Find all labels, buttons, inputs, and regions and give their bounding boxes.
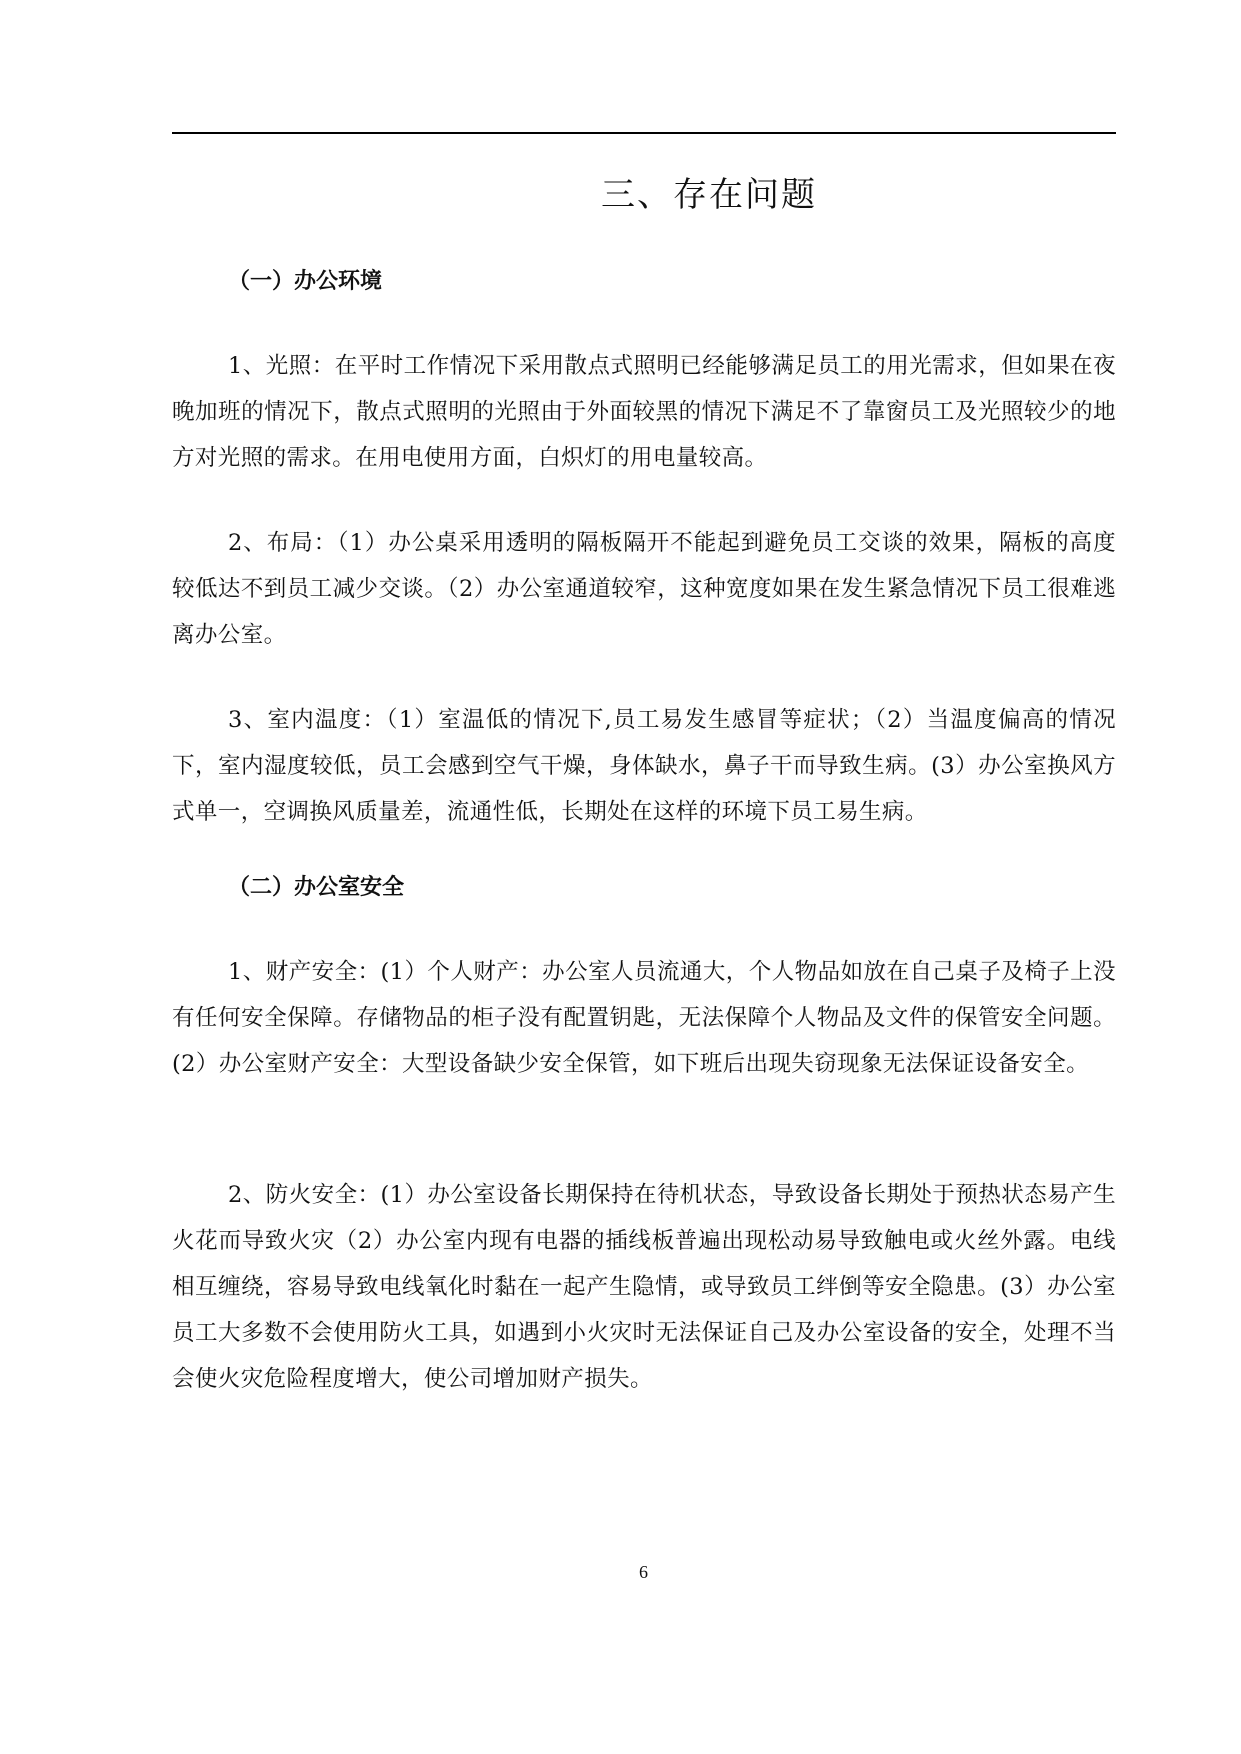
paragraph-property-safety: 1、财产安全：(1）个人财产：办公室人员流通大，个人物品如放在自己桌子及椅子上没有任何安全保障。存储物品的柜子没有配置钥匙，无法保障个人物品及文件的保管安全问题。(2）办公室财产安全：大型设备缺少安全保管，如下班后出现失窃现象无法保证设备安全。 (172, 959, 1116, 1077)
paragraph-layout: 2、布局：（1）办公桌采用透明的隔板隔开不能起到避免员工交谈的效果，隔板的高度较低达不到员工减少交谈。（2）办公室通道较窄，这种宽度如果在发生紧急情况下员工很难逃离办公室。 (172, 530, 1116, 648)
section-heading-office-environment: （一）办公环境 (228, 269, 383, 294)
paragraph-lighting: 1、光照：在平时工作情况下采用散点式照明已经能够满足员工的用光需求，但如果在夜晚加班的情况下，散点式照明的光照由于外面较黑的情况下满足不了靠窗员工及光照较少的地方对光照的需求。在用电使用方面，白炽灯的用电量较高。 (172, 353, 1116, 471)
page-number: 6 (639, 1562, 648, 1582)
page-title: 三、存在问题 (601, 175, 817, 215)
header-rule (172, 132, 1116, 134)
section-heading-office-safety: （二）办公室安全 (228, 875, 405, 900)
paragraph-indoor-temperature: 3、室内温度：（1）室温低的情况下,员工易发生感冒等症状；（2）当温度偏高的情况下，室内湿度较低，员工会感到空气干燥，身体缺水，鼻子干而导致生病。(3）办公室换风方式单一，空调换风质量差，流通性低，长期处在这样的环境下员工易生病。 (172, 707, 1116, 825)
paragraph-fire-safety: 2、防火安全：(1）办公室设备长期保持在待机状态，导致设备长期处于预热状态易产生火花而导致火灾（2）办公室内现有电器的插线板普遍出现松动易导致触电或火丝外露。电线相互缠绕，容易导致电线氧化时黏在一起产生隐情，或导致员工绊倒等安全隐患。(3）办公室员工大多数不会使用防火工具，如遇到小火灾时无法保证自己及办公室设备的安全，处理不当会使火灾危险程度增大，使公司增加财产损失。 (172, 1182, 1116, 1392)
